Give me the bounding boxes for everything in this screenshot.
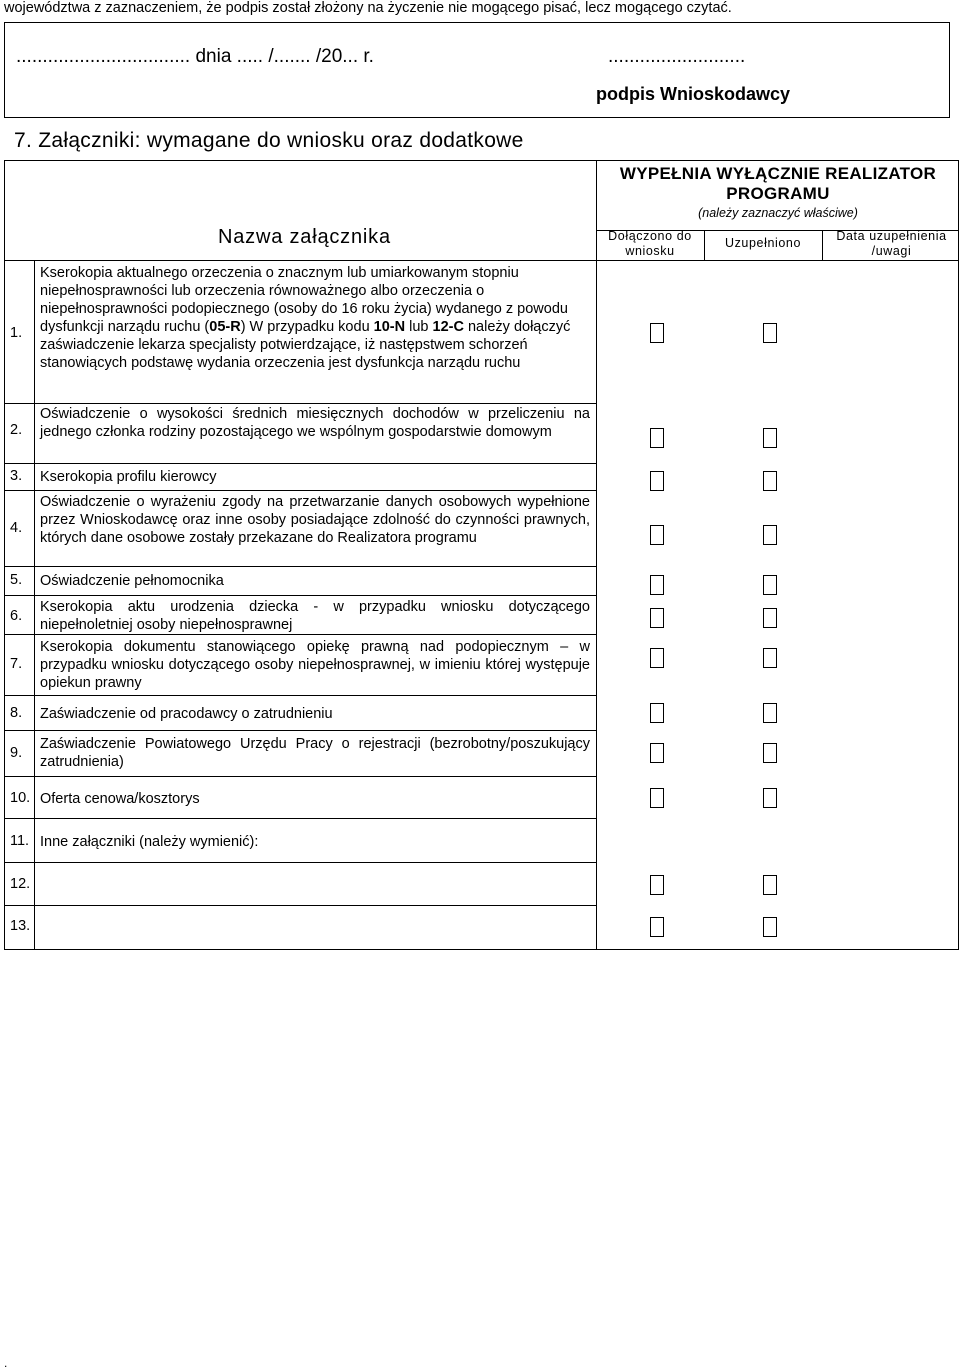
completed-checkbox[interactable] bbox=[763, 788, 777, 808]
table-divider bbox=[704, 230, 705, 260]
attached-checkbox[interactable] bbox=[650, 743, 664, 763]
row-number: 13. bbox=[10, 918, 31, 934]
row-text-zgoda-dane: Oświadczenie o wyrażeniu zgody na przetwarzanie danych osobowych wypełnione przez Wnioskodawcę oraz inne osoby posiadające zdolność do czynności prawnych, których dane osobowe zostały przekazane do Realizatora programu bbox=[40, 494, 590, 546]
row-text-inne: Inne załączniki (należy wymienić): bbox=[40, 834, 259, 850]
row-number: 4. bbox=[10, 520, 23, 536]
row-text-orzeczenie: Kserokopia aktualnego orzeczenia o znacznym lub umiarkowanym stopniu niepełnosprawności lub orzeczenia równoważnego albo orzeczenia o niepełnosprawności podopiecznego (osoby do 16 roku życia) wydanego z powodu dysfunkcji narządu ruchu (05-R) W przypadku kodu 10-N lub 12-C należy dołączyć zaświadczenie lekarza specjalisty potwierdzające, iż następstwem schorzeń stanowiących podstawę wydania orzeczenia jest dysfunkcja narządu ruchu bbox=[40, 265, 571, 371]
number-column-divider bbox=[34, 260, 35, 950]
attached-checkbox[interactable] bbox=[650, 323, 664, 343]
row-divider bbox=[4, 595, 596, 596]
row-text-oferta: Oferta cenowa/kosztorys bbox=[40, 791, 200, 807]
completed-checkbox[interactable] bbox=[763, 575, 777, 595]
row-text-profil-kierowcy: Kserokopia profilu kierowcy bbox=[40, 469, 217, 485]
attached-checkbox[interactable] bbox=[650, 428, 664, 448]
row-number: 1. bbox=[10, 325, 23, 341]
row-divider bbox=[4, 818, 596, 819]
attached-checkbox[interactable] bbox=[650, 917, 664, 937]
table-divider bbox=[822, 230, 823, 260]
attached-checkbox[interactable] bbox=[650, 875, 664, 895]
row-divider bbox=[4, 730, 596, 731]
row-divider bbox=[4, 776, 596, 777]
row-text-opieka-prawna: Kserokopia dokumentu stanowiącego opiekę prawną nad podopiecznym – w przypadku wniosku dotyczącego osoby niepełnosprawnej, w imieniu której występuje opiekun prawny bbox=[40, 639, 590, 691]
table-divider bbox=[4, 260, 959, 261]
attached-column-header: Dołączono do wniosku bbox=[608, 229, 692, 258]
completed-checkbox[interactable] bbox=[763, 703, 777, 723]
attached-checkbox[interactable] bbox=[650, 525, 664, 545]
attached-checkbox[interactable] bbox=[650, 608, 664, 628]
date-column-header: Data uzupełnienia /uwagi bbox=[836, 229, 947, 258]
row-number: 3. bbox=[10, 468, 23, 484]
row-number: 11. bbox=[10, 833, 30, 849]
row-divider bbox=[4, 905, 596, 906]
realizator-hint: (należy zaznaczyć właściwe) bbox=[698, 206, 858, 220]
row-number: 2. bbox=[10, 422, 23, 438]
section-title: 7. Załączniki: wymagane do wniosku oraz dodatkowe bbox=[14, 129, 524, 152]
row-text-akt-urodzenia: Kserokopia aktu urodzenia dziecka - w przypadku wniosku dotyczącego niepełnoletniej osoby niepełnosprawnej bbox=[40, 599, 590, 633]
signature-dots: .......................... bbox=[608, 46, 746, 67]
row-number: 10. bbox=[10, 790, 31, 806]
row-divider bbox=[4, 463, 596, 464]
row-divider bbox=[4, 634, 596, 635]
completed-checkbox[interactable] bbox=[763, 743, 777, 763]
row-divider bbox=[4, 862, 596, 863]
completed-checkbox[interactable] bbox=[763, 917, 777, 937]
signature-label: podpis Wnioskodawcy bbox=[596, 84, 791, 104]
row-divider bbox=[4, 490, 596, 491]
row-divider bbox=[4, 566, 596, 567]
attached-checkbox[interactable] bbox=[650, 471, 664, 491]
completed-column-header: Uzupełniono bbox=[724, 236, 802, 250]
row-number: 5. bbox=[10, 572, 23, 588]
completed-checkbox[interactable] bbox=[763, 648, 777, 668]
completed-checkbox[interactable] bbox=[763, 525, 777, 545]
row-text-urzad-pracy: Zaświadczenie Powiatowego Urzędu Pracy o rejestracji (bezrobotny/poszukujący zatrudnienia) bbox=[40, 736, 590, 770]
attached-checkbox[interactable] bbox=[650, 788, 664, 808]
row-text-pelnomocnik: Oświadczenie pełnomocnika bbox=[40, 573, 224, 589]
completed-checkbox[interactable] bbox=[763, 875, 777, 895]
row-number: 12. bbox=[10, 876, 31, 892]
row-text-pracodawca: Zaświadczenie od pracodawcy o zatrudnieniu bbox=[40, 706, 333, 722]
signature-box bbox=[4, 22, 950, 118]
completed-checkbox[interactable] bbox=[763, 323, 777, 343]
realizator-header: WYPEŁNIA WYŁĄCZNIE REALIZATOR PROGRAMU bbox=[619, 164, 937, 203]
row-divider bbox=[4, 695, 596, 696]
completed-checkbox[interactable] bbox=[763, 608, 777, 628]
row-number: 7. bbox=[10, 656, 23, 672]
row-number: 9. bbox=[10, 745, 23, 761]
table-divider bbox=[596, 160, 597, 950]
row-text-dochody: Oświadczenie o wysokości średnich miesięcznych dochodów w przeliczeniu na jednego członka rodziny pozostającego we wspólnym gospodarstwie domowym bbox=[40, 406, 590, 440]
attached-checkbox[interactable] bbox=[650, 575, 664, 595]
attached-checkbox[interactable] bbox=[650, 703, 664, 723]
name-column-header: Nazwa załącznika bbox=[218, 226, 391, 248]
completed-checkbox[interactable] bbox=[763, 428, 777, 448]
intro-line: województwa z zaznaczeniem, że podpis został złożony na życzenie nie mogącego pisać, lecz mogącego czytać. bbox=[4, 0, 732, 16]
date-line: ................................. dnia ..... /....... /20... r. bbox=[16, 46, 374, 67]
attached-checkbox[interactable] bbox=[650, 648, 664, 668]
row-number: 6. bbox=[10, 608, 23, 624]
footer-mark: . bbox=[4, 1356, 8, 1370]
row-divider bbox=[4, 403, 596, 404]
completed-checkbox[interactable] bbox=[763, 471, 777, 491]
row-number: 8. bbox=[10, 705, 23, 721]
